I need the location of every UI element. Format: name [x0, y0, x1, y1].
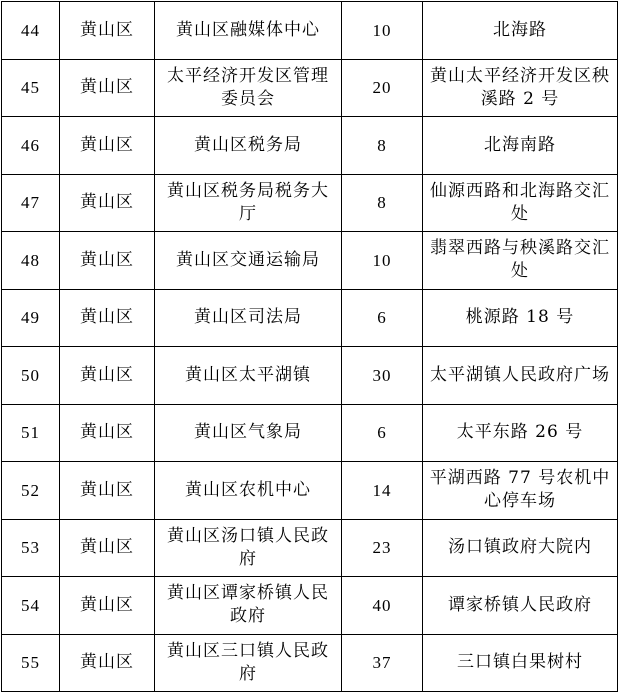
count-text: 6	[377, 423, 387, 443]
district-cell	[60, 577, 155, 635]
row-number-text: 47	[21, 193, 40, 213]
location-text: 翡翠西路与秧溪路交汇处	[430, 238, 610, 282]
row-number	[2, 519, 60, 577]
count-cell	[342, 2, 423, 60]
count-cell	[342, 59, 423, 117]
district-cell	[60, 59, 155, 117]
location-text: 北海南路	[484, 134, 556, 155]
row-number-text: 51	[21, 423, 40, 443]
district-text: 黄山区	[80, 77, 134, 98]
unit-text: 黄山区谭家桥镇人民政府	[167, 583, 329, 627]
row-number-text: 54	[21, 595, 40, 615]
district-cell	[60, 347, 155, 405]
table-row	[2, 2, 618, 60]
row-number-text: 52	[21, 480, 40, 500]
table-row	[2, 59, 618, 117]
district-text: 黄山区	[80, 364, 134, 385]
table-row	[2, 404, 618, 462]
location-text: 平湖西路 77 号农机中心停车场	[429, 468, 611, 512]
location-cell	[423, 404, 618, 462]
count-cell	[342, 634, 423, 692]
location-text: 黄山太平经济开发区秧溪路 2 号	[430, 65, 610, 109]
row-number-text: 46	[21, 135, 40, 155]
location-cell	[423, 577, 618, 635]
district-text: 黄山区	[80, 537, 134, 558]
count-text: 8	[377, 135, 387, 155]
count-cell	[342, 232, 423, 290]
count-text: 10	[372, 250, 392, 270]
district-text: 黄山区	[80, 134, 134, 155]
row-number	[2, 289, 60, 347]
table-row	[2, 519, 618, 577]
district-text: 黄山区	[80, 422, 134, 443]
district-cell	[60, 117, 155, 175]
location-cell	[423, 232, 618, 290]
table-row	[2, 577, 618, 635]
row-number-text: 45	[21, 78, 40, 98]
location-text: 仙源西路和北海路交汇处	[430, 180, 610, 224]
unit-cell	[155, 174, 342, 232]
district-text: 黄山区	[80, 479, 134, 500]
district-text: 黄山区	[80, 19, 134, 40]
table-row	[2, 174, 618, 232]
unit-cell	[155, 59, 342, 117]
row-number	[2, 232, 60, 290]
location-cell	[423, 2, 618, 60]
row-number	[2, 2, 60, 60]
district-cell	[60, 404, 155, 462]
table-row	[2, 117, 618, 175]
count-cell	[342, 289, 423, 347]
row-number-text: 49	[21, 308, 40, 328]
unit-cell	[155, 462, 342, 520]
unit-text: 黄山区融媒体中心	[176, 19, 320, 40]
count-text: 37	[372, 653, 392, 673]
row-number-text: 48	[21, 250, 40, 270]
unit-cell	[155, 2, 342, 60]
row-number-text: 44	[21, 20, 40, 40]
location-cell	[423, 634, 618, 692]
location-text: 三口镇白果树村	[457, 652, 583, 673]
row-number	[2, 462, 60, 520]
table-row	[2, 347, 618, 405]
unit-cell	[155, 232, 342, 290]
count-text: 8	[377, 193, 387, 213]
row-number	[2, 174, 60, 232]
table-body	[2, 2, 618, 692]
district-cell	[60, 232, 155, 290]
unit-text: 黄山区气象局	[194, 422, 302, 443]
unit-cell	[155, 289, 342, 347]
unit-cell	[155, 117, 342, 175]
row-number-text: 53	[21, 538, 40, 558]
location-text: 汤口镇政府大院内	[448, 537, 592, 558]
district-cell	[60, 519, 155, 577]
location-text: 桃源路 18 号	[465, 307, 575, 328]
district-text: 黄山区	[80, 594, 134, 615]
count-cell	[342, 117, 423, 175]
count-cell	[342, 404, 423, 462]
row-number	[2, 117, 60, 175]
count-cell	[342, 577, 423, 635]
count-text: 40	[372, 595, 392, 615]
district-text: 黄山区	[80, 652, 134, 673]
unit-text: 黄山区司法局	[194, 307, 302, 328]
district-cell	[60, 174, 155, 232]
row-number	[2, 59, 60, 117]
row-number-text: 50	[21, 365, 40, 385]
count-cell	[342, 519, 423, 577]
unit-cell	[155, 634, 342, 692]
unit-text: 太平经济开发区管理委员会	[167, 65, 329, 109]
unit-text: 黄山区税务局税务大厅	[167, 180, 329, 224]
table-row	[2, 634, 618, 692]
count-cell	[342, 347, 423, 405]
count-text: 23	[372, 538, 392, 558]
count-cell	[342, 462, 423, 520]
location-cell	[423, 462, 618, 520]
location-text: 太平东路 26 号	[456, 422, 584, 443]
location-cell	[423, 59, 618, 117]
row-number	[2, 634, 60, 692]
location-text: 北海路	[493, 19, 547, 40]
unit-cell	[155, 404, 342, 462]
table-row	[2, 289, 618, 347]
unit-cell	[155, 347, 342, 405]
row-number	[2, 347, 60, 405]
row-number	[2, 404, 60, 462]
district-text: 黄山区	[80, 307, 134, 328]
unit-text: 黄山区三口镇人民政府	[167, 640, 329, 684]
unit-cell	[155, 577, 342, 635]
unit-text: 黄山区农机中心	[185, 479, 311, 500]
location-cell	[423, 174, 618, 232]
location-cell	[423, 117, 618, 175]
unit-text: 黄山区交通运输局	[176, 249, 320, 270]
location-text: 谭家桥镇人民政府	[448, 594, 592, 615]
location-cell	[423, 289, 618, 347]
district-cell	[60, 2, 155, 60]
unit-text: 黄山区汤口镇人民政府	[167, 525, 329, 569]
count-text: 30	[372, 365, 392, 385]
count-text: 14	[372, 480, 392, 500]
count-text: 6	[377, 308, 387, 328]
row-number-text: 55	[21, 653, 40, 673]
location-text: 太平湖镇人民政府广场	[430, 364, 610, 385]
district-text: 黄山区	[80, 249, 134, 270]
row-number	[2, 577, 60, 635]
district-cell	[60, 289, 155, 347]
unit-cell	[155, 519, 342, 577]
location-cell	[423, 347, 618, 405]
count-cell	[342, 174, 423, 232]
count-text: 10	[372, 20, 392, 40]
unit-text: 黄山区太平湖镇	[185, 364, 311, 385]
unit-text: 黄山区税务局	[194, 134, 302, 155]
table-row	[2, 462, 618, 520]
data-table	[1, 1, 618, 692]
count-text: 20	[372, 78, 392, 98]
location-cell	[423, 519, 618, 577]
table-row	[2, 232, 618, 290]
district-cell	[60, 634, 155, 692]
district-text: 黄山区	[80, 192, 134, 213]
district-cell	[60, 462, 155, 520]
